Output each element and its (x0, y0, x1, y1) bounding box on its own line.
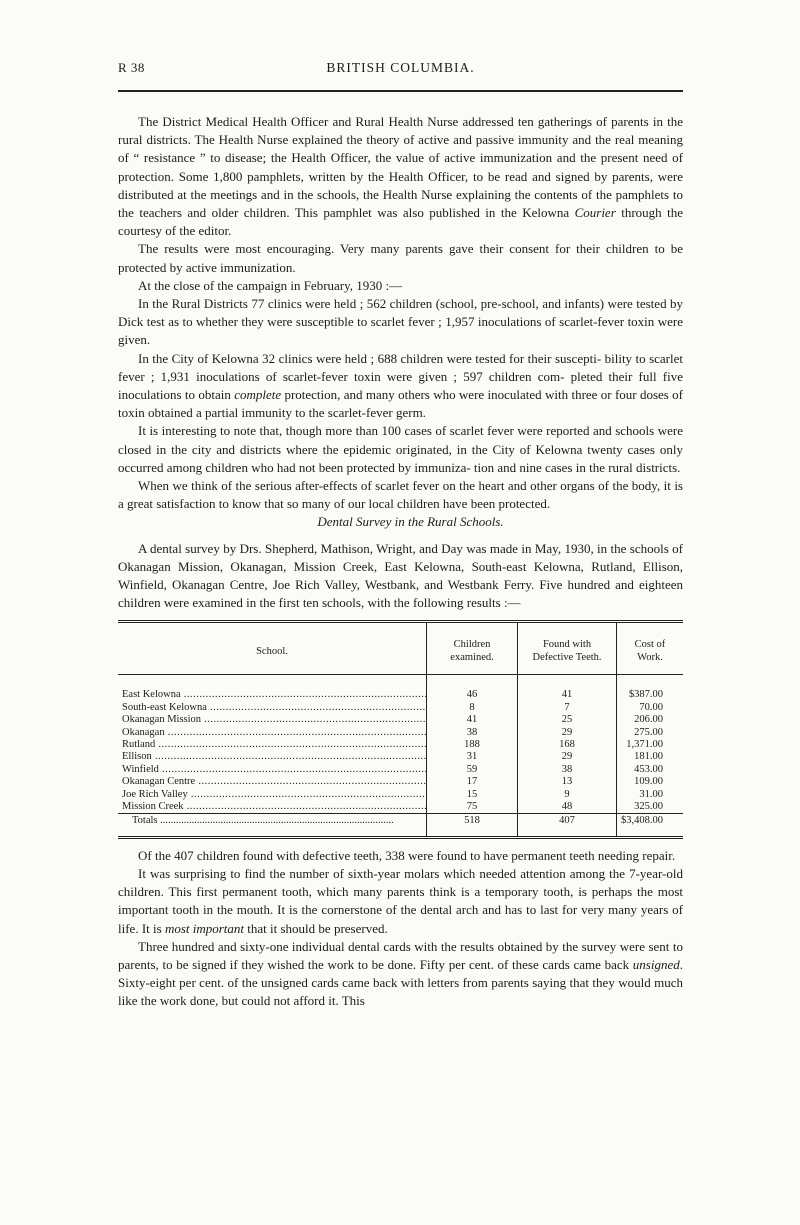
running-title: BRITISH COLUMBIA. (326, 60, 475, 75)
cell-examined: 188 (427, 739, 518, 751)
cell-examined: 17 (427, 776, 518, 788)
paragraph: It was surprising to find the number of sixth-year molars which needed attention among the 7-year-old children. This first permanent tooth, which many parents think is a temporary tooth, is perhaps the most important tooth in the mouth. It is the cornerstone of the dental arch and has to last for very many years of life. It is most important that it should be preserved. (118, 865, 683, 936)
cell-examined: 59 (427, 764, 518, 776)
cell-school: Joe Rich Valley ..... (118, 789, 427, 801)
cell-school: East Kelowna ..... (118, 675, 427, 702)
cell-total-cost: $3,408.00 (617, 814, 684, 837)
table-row (118, 789, 683, 801)
table-header-row (118, 622, 683, 675)
paragraph: In the City of Kelowna 32 clinics were held ; 688 children were tested for their suscepti- bility to scarlet fever ; 1,931 inoculations of scarlet-fever toxin were given ; 597 children com- pleted their full five inoculations to obtain complete protection, and many others who were inoculated with three or four doses of toxin obtained a partial immunity to the scarlet-fever germ. (118, 350, 684, 421)
cell-defective: 38 (518, 764, 617, 776)
table-row (118, 739, 683, 751)
cell-cost: 1,371.00 (617, 739, 684, 751)
cell-school: Winfield ..... (118, 764, 427, 776)
cell-cost: 109.00 (617, 776, 684, 788)
cell-cost: 325.00 (617, 801, 684, 814)
table-row (118, 727, 683, 739)
section-heading: Dental Survey in the Rural Schools. (317, 514, 504, 530)
paragraph: When we think of the serious after-effects of scarlet fever on the heart and other organs of the body, it is a great satisfaction to know that so many of our local children have been protected. (118, 478, 683, 512)
table-row (118, 801, 683, 814)
page-body (118, 113, 683, 1011)
table-row (118, 764, 683, 776)
cell-defective: 168 (518, 739, 617, 751)
paragraph: In the Rural Districts 77 clinics were held ; 562 children (school, pre-school, and infants) were tested by Dick test as to whether they were susceptible to scarlet fever ; 1,957 inoculations of scarlet-fever toxin were given. (118, 296, 683, 348)
cell-defective: 29 (518, 727, 617, 739)
cell-cost: 181.00 (617, 751, 684, 763)
cell-school: Ellison ..... (118, 751, 427, 763)
cell-school: Okanagan Mission ..... (118, 714, 427, 726)
cell-school: South-east Kelowna ..... (118, 702, 427, 714)
page-header (118, 60, 683, 100)
table-row (118, 776, 683, 788)
cell-defective: 41 (518, 675, 617, 702)
cell-school: Okanagan ..... (118, 727, 427, 739)
table-row (118, 675, 683, 702)
cell-cost: $387.00 (617, 675, 684, 702)
cell-school: Okanagan Centre ..... (118, 776, 427, 788)
cell-total-examined: 518 (427, 814, 518, 837)
cell-cost: 275.00 (617, 727, 684, 739)
paragraph: Of the 407 children found with defective teeth, 338 were found to have permanent teeth needing repair. (138, 847, 676, 863)
cell-school: Rutland ..... (118, 739, 427, 751)
cell-defective: 48 (518, 801, 617, 814)
cell-total-defective: 407 (518, 814, 617, 837)
dental-survey-table (118, 620, 683, 838)
cell-totals-label: Totals ..... (118, 814, 427, 837)
paragraph: The results were most encouraging. Very many parents gave their consent for their children to be protected by active immunization. (118, 241, 683, 275)
cell-cost: 206.00 (617, 714, 684, 726)
col-header-cost: Cost of Work. (617, 622, 684, 675)
cell-examined: 15 (427, 789, 518, 801)
cell-cost: 70.00 (617, 702, 684, 714)
cell-defective: 25 (518, 714, 617, 726)
cell-examined: 46 (427, 675, 518, 702)
cell-defective: 29 (518, 751, 617, 763)
paragraph: At the close of the campaign in February, 1930 :— (138, 277, 403, 293)
cell-examined: 41 (427, 714, 518, 726)
paragraph: Three hundred and sixty-one individual dental cards with the results obtained by the survey were sent to parents, to be signed if they wished the work to be done. Fifty per cent. of these cards came back unsigned. Sixty-eight per cent. of the unsigned cards came back with letters from parents saying that they would much like the work done, but could not afford it. This (118, 938, 683, 1009)
table-row (118, 714, 683, 726)
cell-examined: 31 (427, 751, 518, 763)
paragraph: The District Medical Health Officer and Rural Health Nurse addressed ten gatherings of parents in the rural districts. The Health Nurse explained the theory of active and passive immunity and the real meaning of “ resistance ” to disease; the Health Officer, the value of active immunization and the present need of protection. Some 1,800 pamphlets, written by the Health Officer, to be read and signed by parents, were distributed at the meetings and in the schools, the Health Nurse explaining the contents of the pamphlets to the teachers and older children. This pamphlet was also published in the Kelowna Courier through the courtesy of the editor. (118, 114, 683, 239)
cell-defective: 13 (518, 776, 617, 788)
cell-defective: 9 (518, 789, 617, 801)
paragraph: A dental survey by Drs. Shepherd, Mathison, Wright, and Day was made in May, 1930, in the schools of Okanagan Mission, Okanagan, Mission Creek, East Kelowna, South-east Kelowna, Rutland, Ellison, Winfield, Okanagan Centre, Joe Rich Valley, Westbank, and Westbank Ferry. Five hundred and eighteen children were examined in the first ten schools, with the following results :— (118, 540, 683, 611)
cell-school: Mission Creek ..... (118, 801, 427, 814)
col-header-examined: Children examined. (427, 622, 518, 675)
cell-examined: 38 (427, 727, 518, 739)
header-rule (118, 90, 683, 92)
cell-examined: 8 (427, 702, 518, 714)
col-header-school: School. (118, 622, 427, 675)
paragraph: It is interesting to note that, though more than 100 cases of scarlet fever were reported and schools were closed in the city and districts where the epidemic originated, in the City of Kelowna twenty cases only occurred among children who had not been protected by immuniza- tion and nine cases in the rural districts. (118, 423, 683, 475)
page-number: R 38 (118, 60, 145, 75)
table-body (118, 675, 683, 837)
col-header-defective: Found with Defective Teeth. (518, 622, 617, 675)
table-row (118, 751, 683, 763)
cell-cost: 453.00 (617, 764, 684, 776)
cell-cost: 31.00 (617, 789, 684, 801)
table-row (118, 702, 683, 714)
totals-row (118, 814, 683, 837)
cell-defective: 7 (518, 702, 617, 714)
cell-examined: 75 (427, 801, 518, 814)
